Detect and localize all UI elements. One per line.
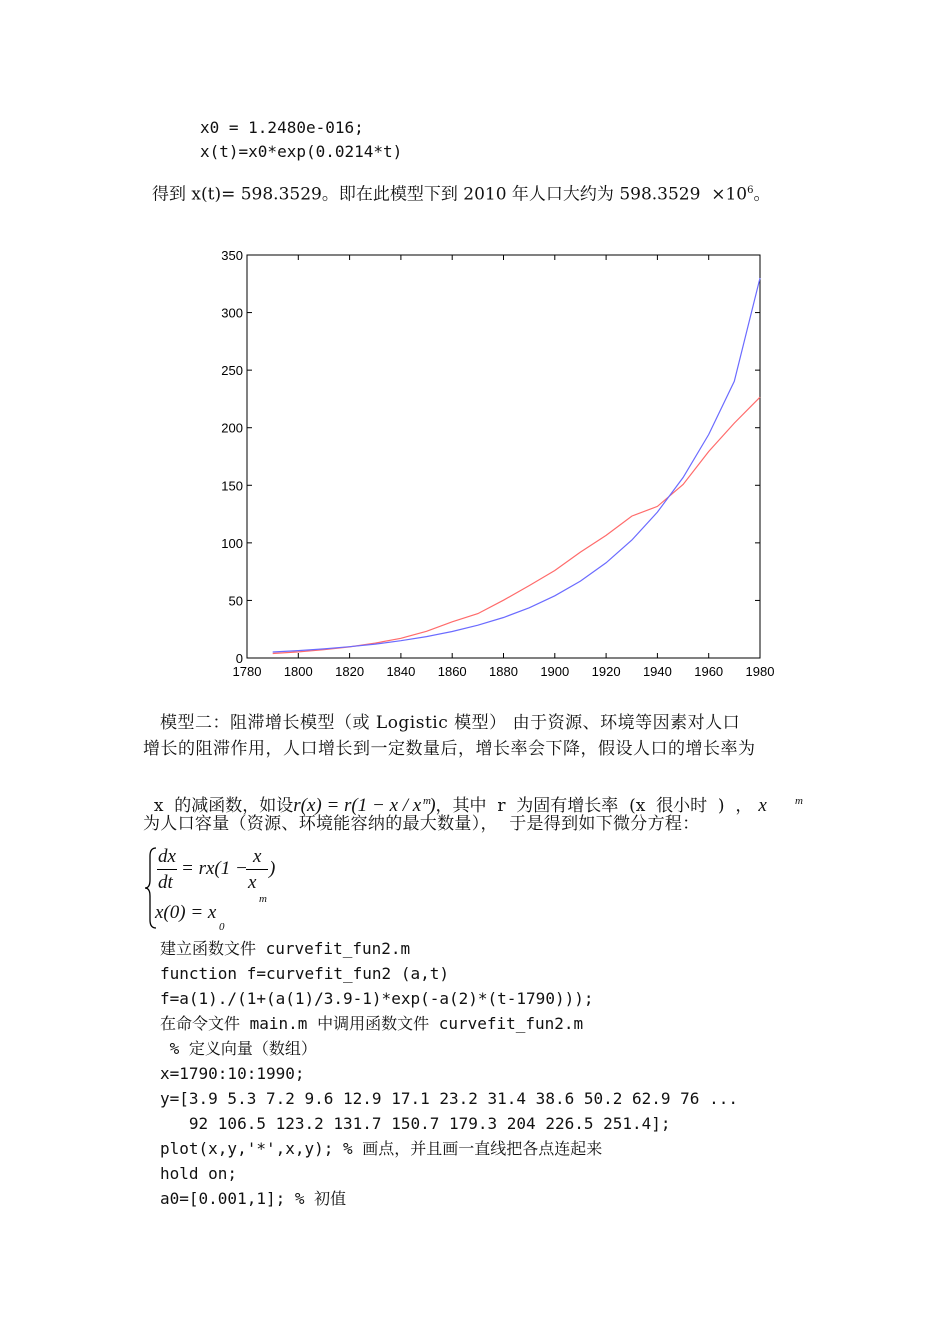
model-two-heading: 模型二：阻滞增长模型（或 Logistic 模型） 由于资源、环境等因素对人口 <box>160 713 741 733</box>
para3-xm: x <box>758 795 767 816</box>
eq-frac-den: x <box>248 872 257 893</box>
growth-rate-formula-close: ) <box>429 795 436 816</box>
code-line-xt: x(t)=x0*exp(0.0214*t) <box>200 142 403 161</box>
x-tick-label: 1860 <box>437 664 467 679</box>
eq-rhs: = rx(1 − <box>181 858 248 879</box>
eq-frac-num: x <box>253 846 262 867</box>
x-tick-label: 1840 <box>386 664 416 679</box>
para3-text-a: x 的减函数，如设 <box>153 796 294 816</box>
code-line-11: a0=[0.001,1]; % 初值 <box>160 1189 347 1208</box>
eq-frac-den-sub: m <box>259 893 267 905</box>
code-line-6: x=1790:10:1990; <box>160 1064 305 1083</box>
x-tick-label: 1880 <box>489 664 518 679</box>
x-tick-label: 1980 <box>745 664 775 679</box>
code-line-9: plot(x,y,'*',x,y); % 画点，并且画一直线把各点连起来 <box>160 1139 603 1158</box>
eq-inner-fraction-bar <box>246 869 268 870</box>
x-tick-label: 1820 <box>335 664 365 679</box>
eq-initial-sub: 0 <box>219 921 225 933</box>
code-line-8: 92 106.5 123.2 131.7 150.7 179.3 204 226.5 251.4]; <box>160 1114 671 1133</box>
x-tick-label: 1780 <box>232 664 262 679</box>
x-tick-label: 1800 <box>283 664 313 679</box>
code-line-10: hold on; <box>160 1164 238 1183</box>
y-tick-label: 200 <box>221 420 243 436</box>
xm-sub-m: m <box>795 795 803 807</box>
formula-sub-m: m <box>423 795 431 807</box>
para3-text-b: ，其中 r 为固有增长率 (x 很小时 ) ， <box>435 796 753 816</box>
growth-rate-formula: r(x) = r(1 − x / x <box>293 795 422 816</box>
result-sentence <box>152 180 771 206</box>
x-tick-label: 1920 <box>591 664 621 679</box>
result-exponent: 6 <box>747 185 754 196</box>
model-two-para3 <box>143 773 767 817</box>
y-tick-label: 0 <box>235 651 243 666</box>
model-two-para2: 增长的阻滞作用，人口增长到一定数量后，增长率会下降，假设人口的增长率为 <box>143 739 756 759</box>
code-line-4: 在命令文件 main.m 中调用函数文件 curvefit_fun2.m <box>160 1014 584 1033</box>
plot-frame <box>247 255 760 658</box>
population-chart <box>200 240 780 685</box>
code-line-3: f=a(1)./(1+(a(1)/3.9-1)*exp(-a(2)*(t-1790))); <box>160 989 594 1008</box>
y-tick-label: 250 <box>221 363 243 379</box>
eq-fraction-bar <box>157 869 177 870</box>
x-tick-label: 1900 <box>540 664 570 679</box>
code-line-5: % 定义向量（数组） <box>160 1039 317 1058</box>
result-suffix: 。 <box>753 184 771 205</box>
x-tick-label: 1960 <box>694 664 724 679</box>
code-line-1: 建立函数文件 curvefit_fun2.m <box>160 939 411 958</box>
eq-rhs-close: ) <box>269 858 276 879</box>
y-tick-label: 50 <box>228 593 243 609</box>
model-two-para4: 为人口容量（资源、环境能容纳的最大数量）， 于是得到如下微分方程： <box>143 814 700 834</box>
x-tick-label: 1940 <box>642 664 672 679</box>
result-prefix: 得到 x(t)= 598.3529。即在此模型下到 2010 年人口大约为 598.3529 ×10 <box>152 184 748 205</box>
y-tick-label: 150 <box>221 478 243 494</box>
eq-initial-condition: x(0) = x <box>155 902 217 923</box>
y-tick-label: 300 <box>221 305 243 321</box>
code-line-7: y=[3.9 5.3 7.2 9.6 12.9 17.1 23.2 31.4 38.6 50.2 62.9 76 ... <box>160 1089 738 1108</box>
eq-dx: dx <box>158 846 176 867</box>
y-tick-label: 350 <box>221 248 243 263</box>
eq-dt: dt <box>158 872 173 893</box>
code-line-x0: x0 = 1.2480e-016; <box>200 118 364 137</box>
code-line-2: function f=curvefit_fun2 (a,t) <box>160 964 449 983</box>
y-tick-label: 100 <box>221 535 243 551</box>
